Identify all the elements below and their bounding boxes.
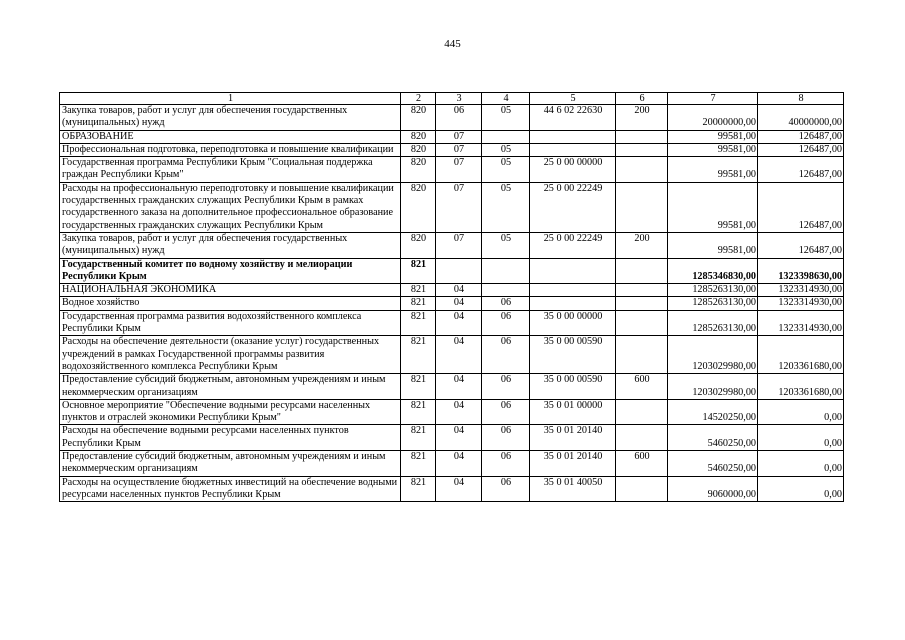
subsection-code-cell: 05	[482, 157, 530, 183]
table-row	[60, 425, 844, 451]
target-article-cell: 35 0 01 20140	[530, 425, 616, 451]
expense-type-cell	[616, 476, 668, 502]
section-code-cell: 06	[436, 105, 482, 131]
row-name-cell: Расходы на обеспечение деятельности (оказание услуг) государственных учреждений в рамках Государственной программы развития водохозяйственного комплекса Республики Крым	[60, 336, 401, 374]
target-article-cell	[530, 130, 616, 143]
amount-year1-cell: 20000000,00	[668, 105, 758, 131]
target-article-cell: 35 0 00 00000	[530, 310, 616, 336]
expense-type-cell: 600	[616, 374, 668, 400]
page-number: 445	[444, 38, 461, 50]
amount-year2-cell: 1323314930,00	[758, 310, 844, 336]
amount-year1-cell: 99581,00	[668, 157, 758, 183]
table-row	[60, 130, 844, 143]
section-code-cell: 04	[436, 336, 482, 374]
amount-year2-cell: 0,00	[758, 476, 844, 502]
row-name-cell: Государственная программа развития водохозяйственного комплекса Республики Крым	[60, 310, 401, 336]
column-header: 8	[758, 93, 844, 105]
row-name-cell: Закупка товаров, работ и услуг для обеспечения государственных (муниципальных) нужд	[60, 105, 401, 131]
budget-table	[59, 92, 844, 502]
row-name-cell: Водное хозяйство	[60, 297, 401, 310]
amount-year2-cell: 1203361680,00	[758, 374, 844, 400]
target-article-cell: 35 0 00 00590	[530, 336, 616, 374]
expense-type-cell	[616, 143, 668, 156]
column-header: 4	[482, 93, 530, 105]
section-code-cell: 07	[436, 157, 482, 183]
subsection-code-cell: 05	[482, 232, 530, 258]
expense-type-cell	[616, 157, 668, 183]
expense-type-cell	[616, 130, 668, 143]
table-row	[60, 310, 844, 336]
table-row	[60, 143, 844, 156]
target-article-cell: 35 0 01 40050	[530, 476, 616, 502]
expense-type-cell	[616, 425, 668, 451]
section-code-cell: 04	[436, 425, 482, 451]
row-name-cell: Государственный комитет по водному хозяйству и мелиорации Республики Крым	[60, 258, 401, 284]
ministry-code-cell: 820	[401, 130, 436, 143]
target-article-cell: 35 0 01 20140	[530, 451, 616, 477]
ministry-code-cell: 820	[401, 182, 436, 232]
amount-year2-cell: 126487,00	[758, 182, 844, 232]
amount-year2-cell: 1323398630,00	[758, 258, 844, 284]
table-row	[60, 451, 844, 477]
row-name-cell: Расходы на осуществление бюджетных инвестиций на обеспечение водными ресурсами населенных пунктов Республики Крым	[60, 476, 401, 502]
table-row	[60, 374, 844, 400]
ministry-code-cell: 820	[401, 232, 436, 258]
target-article-cell: 25 0 00 00000	[530, 157, 616, 183]
table-row	[60, 105, 844, 131]
amount-year1-cell: 5460250,00	[668, 451, 758, 477]
section-code-cell: 04	[436, 476, 482, 502]
amount-year2-cell: 0,00	[758, 425, 844, 451]
column-header: 7	[668, 93, 758, 105]
target-article-cell: 35 0 01 00000	[530, 399, 616, 425]
row-name-cell: Профессиональная подготовка, переподготовка и повышение квалификации	[60, 143, 401, 156]
subsection-code-cell: 05	[482, 105, 530, 131]
subsection-code-cell	[482, 130, 530, 143]
ministry-code-cell: 820	[401, 157, 436, 183]
amount-year2-cell: 126487,00	[758, 130, 844, 143]
row-name-cell: Основное мероприятие "Обеспечение водными ресурсами населенных пунктов и отраслей экономики Республики Крым"	[60, 399, 401, 425]
subsection-code-cell: 06	[482, 451, 530, 477]
ministry-code-cell: 821	[401, 451, 436, 477]
amount-year1-cell: 1203029980,00	[668, 374, 758, 400]
amount-year1-cell: 99581,00	[668, 232, 758, 258]
table-body	[60, 105, 844, 502]
row-name-cell: Закупка товаров, работ и услуг для обеспечения государственных (муниципальных) нужд	[60, 232, 401, 258]
amount-year2-cell: 1323314930,00	[758, 297, 844, 310]
section-code-cell: 04	[436, 374, 482, 400]
target-article-cell	[530, 258, 616, 284]
section-code-cell	[436, 258, 482, 284]
table-row	[60, 284, 844, 297]
column-header: 3	[436, 93, 482, 105]
ministry-code-cell: 821	[401, 258, 436, 284]
amount-year1-cell: 5460250,00	[668, 425, 758, 451]
table-row	[60, 182, 844, 232]
row-name-cell: НАЦИОНАЛЬНАЯ ЭКОНОМИКА	[60, 284, 401, 297]
expense-type-cell	[616, 310, 668, 336]
subsection-code-cell: 06	[482, 425, 530, 451]
subsection-code-cell: 06	[482, 310, 530, 336]
target-article-cell	[530, 284, 616, 297]
amount-year2-cell: 126487,00	[758, 232, 844, 258]
header-row	[60, 93, 844, 105]
subsection-code-cell: 06	[482, 399, 530, 425]
section-code-cell: 04	[436, 310, 482, 336]
amount-year2-cell: 1203361680,00	[758, 336, 844, 374]
expense-type-cell: 200	[616, 232, 668, 258]
expense-type-cell	[616, 336, 668, 374]
subsection-code-cell: 05	[482, 182, 530, 232]
expense-type-cell	[616, 258, 668, 284]
section-code-cell: 07	[436, 130, 482, 143]
ministry-code-cell: 821	[401, 476, 436, 502]
amount-year1-cell: 99581,00	[668, 130, 758, 143]
row-name-cell: Государственная программа Республики Крым "Социальная поддержка граждан Республики Крым"	[60, 157, 401, 183]
column-header: 1	[60, 93, 401, 105]
amount-year2-cell: 0,00	[758, 399, 844, 425]
amount-year1-cell: 1203029980,00	[668, 336, 758, 374]
ministry-code-cell: 821	[401, 399, 436, 425]
table-row	[60, 232, 844, 258]
amount-year1-cell: 14520250,00	[668, 399, 758, 425]
amount-year1-cell: 9060000,00	[668, 476, 758, 502]
amount-year1-cell: 1285263130,00	[668, 310, 758, 336]
section-code-cell: 04	[436, 399, 482, 425]
subsection-code-cell: 06	[482, 476, 530, 502]
column-header: 5	[530, 93, 616, 105]
column-header: 6	[616, 93, 668, 105]
subsection-code-cell: 06	[482, 336, 530, 374]
amount-year1-cell: 1285263130,00	[668, 284, 758, 297]
amount-year1-cell: 1285263130,00	[668, 297, 758, 310]
table-row	[60, 476, 844, 502]
row-name-cell: Предоставление субсидий бюджетным, автономным учреждениям и иным некоммерческим организациям	[60, 451, 401, 477]
subsection-code-cell: 06	[482, 297, 530, 310]
table-row	[60, 399, 844, 425]
amount-year2-cell: 126487,00	[758, 143, 844, 156]
target-article-cell: 44 6 02 22630	[530, 105, 616, 131]
target-article-cell: 25 0 00 22249	[530, 232, 616, 258]
expense-type-cell	[616, 399, 668, 425]
table-row	[60, 258, 844, 284]
target-article-cell: 35 0 00 00590	[530, 374, 616, 400]
section-code-cell: 07	[436, 232, 482, 258]
target-article-cell	[530, 143, 616, 156]
subsection-code-cell: 05	[482, 143, 530, 156]
row-name-cell: ОБРАЗОВАНИЕ	[60, 130, 401, 143]
section-code-cell: 07	[436, 182, 482, 232]
amount-year2-cell: 1323314930,00	[758, 284, 844, 297]
ministry-code-cell: 820	[401, 105, 436, 131]
subsection-code-cell	[482, 258, 530, 284]
ministry-code-cell: 821	[401, 425, 436, 451]
ministry-code-cell: 821	[401, 374, 436, 400]
section-code-cell: 04	[436, 284, 482, 297]
ministry-code-cell: 820	[401, 143, 436, 156]
expense-type-cell: 600	[616, 451, 668, 477]
amount-year1-cell: 1285346830,00	[668, 258, 758, 284]
expense-type-cell	[616, 297, 668, 310]
target-article-cell: 25 0 00 22249	[530, 182, 616, 232]
table-row	[60, 157, 844, 183]
row-name-cell: Расходы на профессиональную переподготовку и повышение квалификации государственных гражданских служащих Республики Крым в рамках государственного заказа на дополнительное профессиональное образование государственных гражданских служащих Республики Крым	[60, 182, 401, 232]
amount-year2-cell: 40000000,00	[758, 105, 844, 131]
section-code-cell: 04	[436, 451, 482, 477]
ministry-code-cell: 821	[401, 297, 436, 310]
expense-type-cell	[616, 182, 668, 232]
row-name-cell: Предоставление субсидий бюджетным, автономным учреждениям и иным некоммерческим организациям	[60, 374, 401, 400]
amount-year1-cell: 99581,00	[668, 143, 758, 156]
subsection-code-cell	[482, 284, 530, 297]
table-row	[60, 297, 844, 310]
ministry-code-cell: 821	[401, 284, 436, 297]
amount-year2-cell: 126487,00	[758, 157, 844, 183]
target-article-cell	[530, 297, 616, 310]
subsection-code-cell: 06	[482, 374, 530, 400]
ministry-code-cell: 821	[401, 310, 436, 336]
expense-type-cell	[616, 284, 668, 297]
section-code-cell: 04	[436, 297, 482, 310]
amount-year1-cell: 99581,00	[668, 182, 758, 232]
expense-type-cell: 200	[616, 105, 668, 131]
row-name-cell: Расходы на обеспечение водными ресурсами населенных пунктов Республики Крым	[60, 425, 401, 451]
ministry-code-cell: 821	[401, 336, 436, 374]
table-row	[60, 336, 844, 374]
column-header: 2	[401, 93, 436, 105]
amount-year2-cell: 0,00	[758, 451, 844, 477]
section-code-cell: 07	[436, 143, 482, 156]
